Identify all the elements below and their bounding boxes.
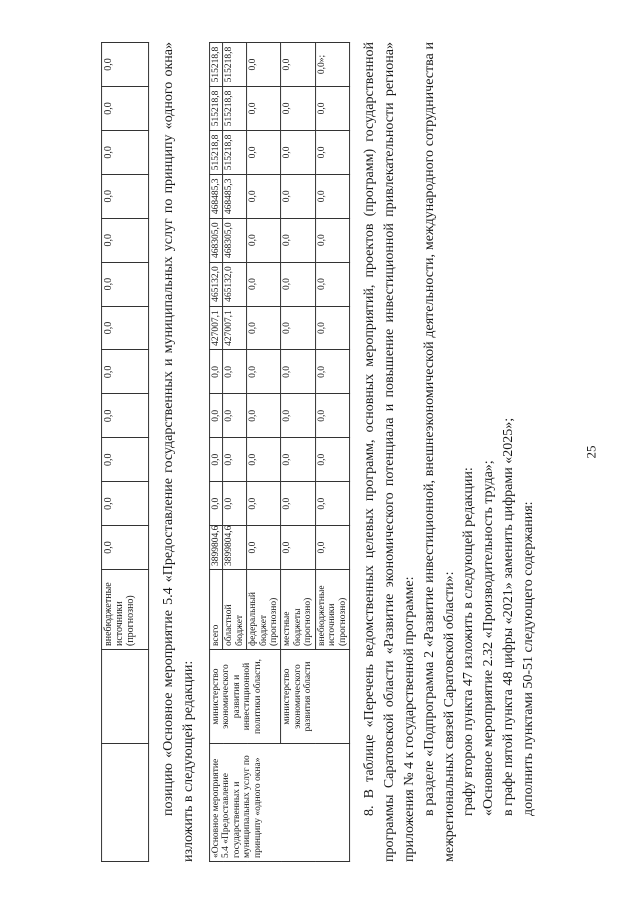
table-cell: 0,0 — [209, 438, 222, 482]
table-cell: 0,0 — [281, 43, 315, 87]
paragraph-section: в разделе «Подпрограмма 2 «Развитие инвестиционной, внешнеэкономической деятельности, международного сотрудничества и межрегиональных связей Саратовской области»: — [421, 42, 457, 862]
table-cell: 0,0 — [315, 482, 349, 526]
table-cell: 0,0 — [102, 306, 149, 350]
table-cell: 468485,3 — [209, 174, 222, 218]
table-cell: 0,0 — [315, 262, 349, 306]
table-cell: 0,0 — [315, 394, 349, 438]
table-cell: 0,0 — [281, 482, 315, 526]
table-cell: 0,0 — [247, 438, 281, 482]
table-cell: 0,0 — [315, 87, 349, 131]
table-cell: 515218,8 — [223, 87, 247, 131]
table-cell — [102, 650, 149, 744]
table-cell: 0,0 — [315, 438, 349, 482]
table-cell: 0,0 — [223, 482, 247, 526]
table-cell: 0,0 — [102, 438, 149, 482]
paragraph-quote: «Основное мероприятие 2.32 «Производительность труда»; — [481, 460, 497, 816]
table-cell: 0,0 — [102, 130, 149, 174]
table-cell: 0,0 — [247, 394, 281, 438]
table-cell: 465132,0 — [223, 262, 247, 306]
table-cell: 0,0 — [247, 43, 281, 87]
table-cell: 0,0»; — [315, 43, 349, 87]
source-cell: местные бюджеты (прогнозно) — [281, 570, 315, 650]
table-cell: 515218,8 — [209, 87, 222, 131]
table-cell: 0,0 — [209, 350, 222, 394]
measure-cell: «Основное мероприятие 5.4 «Предоставление государственных и муниципальных услуг по принципу «одного окна» — [209, 744, 349, 862]
table-row — [209, 43, 222, 862]
source-cell: областной бюджет — [223, 570, 247, 650]
table-cell: 0,0 — [247, 218, 281, 262]
table-cell: 0,0 — [315, 306, 349, 350]
paragraph-position: позицию «Основное мероприятие 5.4 «Предоставление государственных и муниципальных услуг по принципу «одного окна» изложить в следующей редакции: — [161, 42, 196, 862]
table-cell: 427007,1 — [223, 306, 247, 350]
table-cell: 0,0 — [102, 87, 149, 131]
table-cell: 0,0 — [281, 218, 315, 262]
table-cell: 0,0 — [281, 306, 315, 350]
paragraph-column-5: в графе пятой пункта 48 цифры «2021» заменить цифрами «2025»; — [501, 417, 517, 816]
table-cell: 0,0 — [281, 262, 315, 306]
table-cell: 0,0 — [247, 262, 281, 306]
table-cell: 3899804,6 — [223, 526, 247, 570]
source-cell: внебюджетные источники (прогнозно) — [315, 570, 349, 650]
page-number: 25 — [583, 445, 599, 459]
table-top-fragment — [101, 42, 149, 862]
table-cell: 0,0 — [315, 218, 349, 262]
table-cell: 0,0 — [102, 174, 149, 218]
table-cell: 468485,3 — [223, 174, 247, 218]
table-cell: 0,0 — [247, 526, 281, 570]
table-cell: 468305,0 — [223, 218, 247, 262]
table-cell: 515218,8 — [209, 130, 222, 174]
table-row — [281, 43, 315, 862]
table-cell: 427007,1 — [209, 306, 222, 350]
table-cell: 0,0 — [281, 130, 315, 174]
table-cell: 0,0 — [315, 130, 349, 174]
table-cell: 0,0 — [247, 306, 281, 350]
table-cell: 0,0 — [102, 526, 149, 570]
table-cell: 0,0 — [102, 350, 149, 394]
table-cell: 0,0 — [315, 174, 349, 218]
table-cell: 0,0 — [209, 482, 222, 526]
table-cell: 0,0 — [315, 350, 349, 394]
table-cell: 0,0 — [247, 350, 281, 394]
table-cell: 0,0 — [247, 130, 281, 174]
source-cell: федеральный бюджет (прогнозно) — [247, 570, 281, 650]
table-cell: 3899804,6 — [209, 526, 222, 570]
table-cell: 0,0 — [281, 350, 315, 394]
executor-cell: министерство экономического развития области — [281, 650, 350, 744]
paragraph-add: дополнить пунктами 50-51 следующего содержания: — [521, 501, 537, 816]
table-cell: 0,0 — [223, 438, 247, 482]
table-cell: 0,0 — [281, 438, 315, 482]
paragraph-8: 8. В таблице «Перечень ведомственных целевых программ, основных мероприятий, проектов (программ) государственной программы Саратовской области «Развитие экономического потенциала и повышение инвестиционной привлекательности региона» приложения № 4 к государственной программе: — [362, 42, 417, 862]
table-cell: 0,0 — [102, 262, 149, 306]
source-cell: всего — [209, 570, 222, 650]
table-cell: внебюджетные источники (прогнозно) — [102, 570, 149, 650]
table-cell: 0,0 — [247, 87, 281, 131]
table-cell: 468305,0 — [209, 218, 222, 262]
table-cell: 0,0 — [281, 526, 315, 570]
table-cell: 0,0 — [209, 394, 222, 438]
table-cell: 0,0 — [247, 482, 281, 526]
table-main — [209, 42, 350, 862]
table-cell: 0,0 — [281, 87, 315, 131]
executor-cell: министерство экономического развития и инвестиционной политики области, — [209, 650, 281, 744]
table-cell: 0,0 — [102, 218, 149, 262]
table-cell — [102, 744, 149, 862]
table-cell: 515218,8 — [223, 43, 247, 87]
paragraph-column-2: графу второю пункта 47 изложить в следующей редакции: — [461, 467, 477, 816]
table-row — [102, 43, 149, 862]
table-cell: 0,0 — [281, 394, 315, 438]
table-cell: 515218,8 — [209, 43, 222, 87]
table-cell: 0,0 — [223, 350, 247, 394]
table-cell: 0,0 — [247, 174, 281, 218]
table-cell: 0,0 — [102, 394, 149, 438]
table-cell: 0,0 — [223, 394, 247, 438]
table-cell: 0,0 — [102, 43, 149, 87]
table-cell: 515218,8 — [223, 130, 247, 174]
table-cell: 0,0 — [281, 174, 315, 218]
table-cell: 0,0 — [102, 482, 149, 526]
table-cell: 0,0 — [315, 526, 349, 570]
rotated-content — [101, 42, 539, 862]
table-cell: 465132,0 — [209, 262, 222, 306]
